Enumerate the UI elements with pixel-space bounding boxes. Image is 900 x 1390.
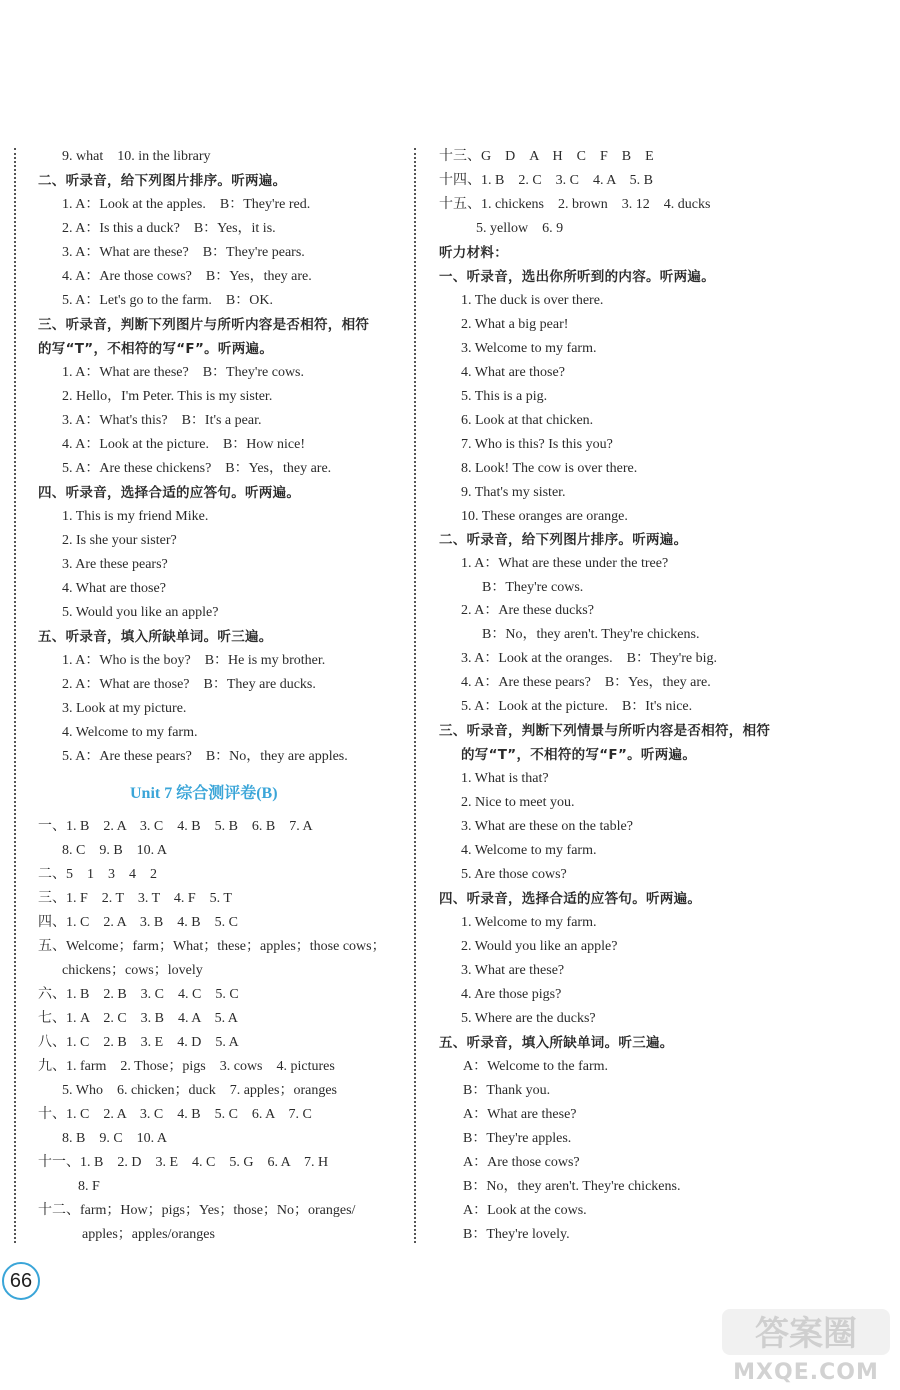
- script-line: 10. These oranges are orange.: [461, 509, 628, 524]
- script-line: 2. A：Is this a duck? B：Yes，it is.: [62, 221, 276, 236]
- section-heading-cont: 的写“T”，不相符的写“F”。听两遍。: [38, 341, 274, 357]
- answer-line: 十四、1. B 2. C 3. C 4. A 5. B: [439, 173, 653, 188]
- script-line: 1. A：What are these? B：They're cows.: [62, 365, 304, 380]
- script-line: B：They're apples.: [463, 1131, 572, 1146]
- script-line: 3. Look at my picture.: [62, 701, 187, 716]
- script-line: 8. Look! The cow is over there.: [461, 461, 638, 476]
- section-heading: 三、听录音，判断下列图片与所听内容是否相符，相符: [38, 317, 370, 333]
- script-line: 4. A：Are those cows? B：Yes，they are.: [62, 269, 312, 284]
- answer-line: 9. what 10. in the library: [62, 149, 211, 164]
- answer-line: 九、1. farm 2. Those；pigs 3. cows 4. pictures: [38, 1059, 335, 1074]
- watermark-top-text: 答案圈: [755, 1314, 857, 1354]
- listening-material-heading: 听力材料：: [439, 245, 508, 261]
- answer-line: 六、1. B 2. B 3. C 4. C 5. C: [38, 987, 239, 1002]
- answer-line: 十一、1. B 2. D 3. E 4. C 5. G 6. A 7. H: [38, 1155, 329, 1170]
- script-line: B：They're cows.: [482, 580, 584, 595]
- script-line: 1. A：Who is the boy? B：He is my brother.: [62, 653, 326, 668]
- script-line: 2. What a big pear!: [461, 317, 569, 332]
- answer-line: 七、1. A 2. C 3. B 4. A 5. A: [38, 1011, 238, 1026]
- script-line: 1. Welcome to my farm.: [461, 915, 597, 930]
- answer-line: 5. yellow 6. 9: [476, 221, 564, 236]
- script-line: A：Welcome to the farm.: [463, 1059, 609, 1074]
- script-line: 2. Is she your sister?: [62, 533, 177, 548]
- script-line: 5. A：Are these pears? B：No，they are apples.: [62, 749, 348, 764]
- script-line: 5. This is a pig.: [461, 389, 548, 404]
- answer-line: apples；apples/oranges: [82, 1227, 215, 1242]
- script-line: 5. Would you like an apple?: [62, 605, 219, 620]
- script-line: 4. What are those?: [461, 365, 565, 380]
- section-heading-cont: 的写“T”，不相符的写“F”。听两遍。: [461, 747, 697, 763]
- script-line: A：Are those cows?: [463, 1155, 580, 1170]
- section-heading: 二、听录音，给下列图片排序。听两遍。: [439, 532, 688, 548]
- unit-title: Unit 7 综合测评卷(B): [130, 785, 278, 802]
- script-line: 2. A：Are these ducks?: [461, 603, 594, 618]
- script-line: 2. A：What are those? B：They are ducks.: [62, 677, 316, 692]
- answer-line: 三、1. F 2. T 3. T 4. F 5. T: [38, 891, 232, 906]
- script-line: 1. This is my friend Mike.: [62, 509, 209, 524]
- section-heading: 五、听录音，填入所缺单词。听三遍。: [38, 629, 273, 645]
- answer-line: 一、1. B 2. A 3. C 4. B 5. B 6. B 7. A: [38, 819, 313, 834]
- script-line: 2. Nice to meet you.: [461, 795, 575, 810]
- script-line: 2. Hello，I'm Peter. This is my sister.: [62, 389, 273, 404]
- script-line: B：No，they aren't. They're chickens.: [463, 1179, 681, 1194]
- script-line: 3. A：Look at the oranges. B：They're big.: [461, 651, 718, 666]
- answer-line: 8. B 9. C 10. A: [62, 1131, 168, 1146]
- watermark-logo: [720, 1305, 892, 1385]
- answer-line: 十三、G D A H C F B E: [439, 149, 654, 164]
- answer-line: 二、5 1 3 4 2: [38, 867, 157, 882]
- script-line: B：No，they aren't. They're chickens.: [482, 627, 700, 642]
- script-line: 4. A：Look at the picture. B：How nice!: [62, 437, 306, 452]
- script-line: B：Thank you.: [463, 1083, 551, 1098]
- script-line: 4. Welcome to my farm.: [62, 725, 198, 740]
- script-line: 4. Are those pigs?: [461, 987, 562, 1002]
- script-line: 3. Are these pears?: [62, 557, 168, 572]
- script-line: A：Look at the cows.: [463, 1203, 587, 1218]
- script-line: 4. A：Are these pears? B：Yes，they are.: [461, 675, 711, 690]
- answer-line: 十五、1. chickens 2. brown 3. 12 4. ducks: [439, 197, 711, 212]
- script-line: 1. A：Look at the apples. B：They're red.: [62, 197, 311, 212]
- answer-line: chickens；cows；lovely: [62, 963, 203, 978]
- answer-line: 四、1. C 2. A 3. B 4. B 5. C: [38, 915, 238, 930]
- script-line: 7. Who is this? Is this you?: [461, 437, 613, 452]
- answer-line: 十二、farm；How；pigs；Yes；those；No；oranges/: [38, 1203, 356, 1218]
- section-heading: 五、听录音，填入所缺单词。听三遍。: [439, 1035, 674, 1051]
- script-line: 9. That's my sister.: [461, 485, 566, 500]
- script-line: 5. Where are the ducks?: [461, 1011, 596, 1026]
- script-line: 3. What are these?: [461, 963, 565, 978]
- section-heading: 一、听录音，选出你所听到的内容。听两遍。: [439, 269, 715, 285]
- script-line: A：What are these?: [463, 1107, 577, 1122]
- center-divider-dots: [414, 148, 416, 1243]
- answer-line: 五、Welcome；farm；What；these；apples；those cows；: [38, 939, 386, 954]
- section-heading: 三、听录音，判断下列情景与所听内容是否相符，相符: [439, 723, 771, 739]
- section-heading: 四、听录音，选择合适的应答句。听两遍。: [38, 485, 301, 501]
- page-number: 66: [2, 1262, 40, 1300]
- script-line: 1. A：What are these under the tree?: [461, 556, 669, 571]
- script-line: 1. The duck is over there.: [461, 293, 604, 308]
- answer-line: 十、1. C 2. A 3. C 4. B 5. C 6. A 7. C: [38, 1107, 312, 1122]
- answer-line: 5. Who 6. chicken；duck 7. apples；oranges: [62, 1083, 338, 1098]
- script-line: 5. Are those cows?: [461, 867, 567, 882]
- script-line: 5. A：Look at the picture. B：It's nice.: [461, 699, 693, 714]
- script-line: 3. A：What's this? B：It's a pear.: [62, 413, 262, 428]
- section-heading: 二、听录音，给下列图片排序。听两遍。: [38, 173, 287, 189]
- script-line: 2. Would you like an apple?: [461, 939, 618, 954]
- left-margin-dots: [14, 148, 16, 1243]
- section-heading: 四、听录音，选择合适的应答句。听两遍。: [439, 891, 702, 907]
- script-line: 4. What are those?: [62, 581, 166, 596]
- script-line: 6. Look at that chicken.: [461, 413, 594, 428]
- answer-line: 8. F: [78, 1179, 100, 1194]
- script-line: 1. What is that?: [461, 771, 549, 786]
- script-line: 3. A：What are these? B：They're pears.: [62, 245, 305, 260]
- answer-line: 八、1. C 2. B 3. E 4. D 5. A: [38, 1035, 239, 1050]
- watermark-bottom-text: MXQE.COM: [733, 1360, 879, 1385]
- script-line: B：They're lovely.: [463, 1227, 570, 1242]
- script-line: 5. A：Are these chickens? B：Yes，they are.: [62, 461, 332, 476]
- script-line: 4. Welcome to my farm.: [461, 843, 597, 858]
- answer-line: 8. C 9. B 10. A: [62, 843, 168, 858]
- script-line: 5. A：Let's go to the farm. B：OK.: [62, 293, 273, 308]
- script-line: 3. Welcome to my farm.: [461, 341, 597, 356]
- script-line: 3. What are these on the table?: [461, 819, 633, 834]
